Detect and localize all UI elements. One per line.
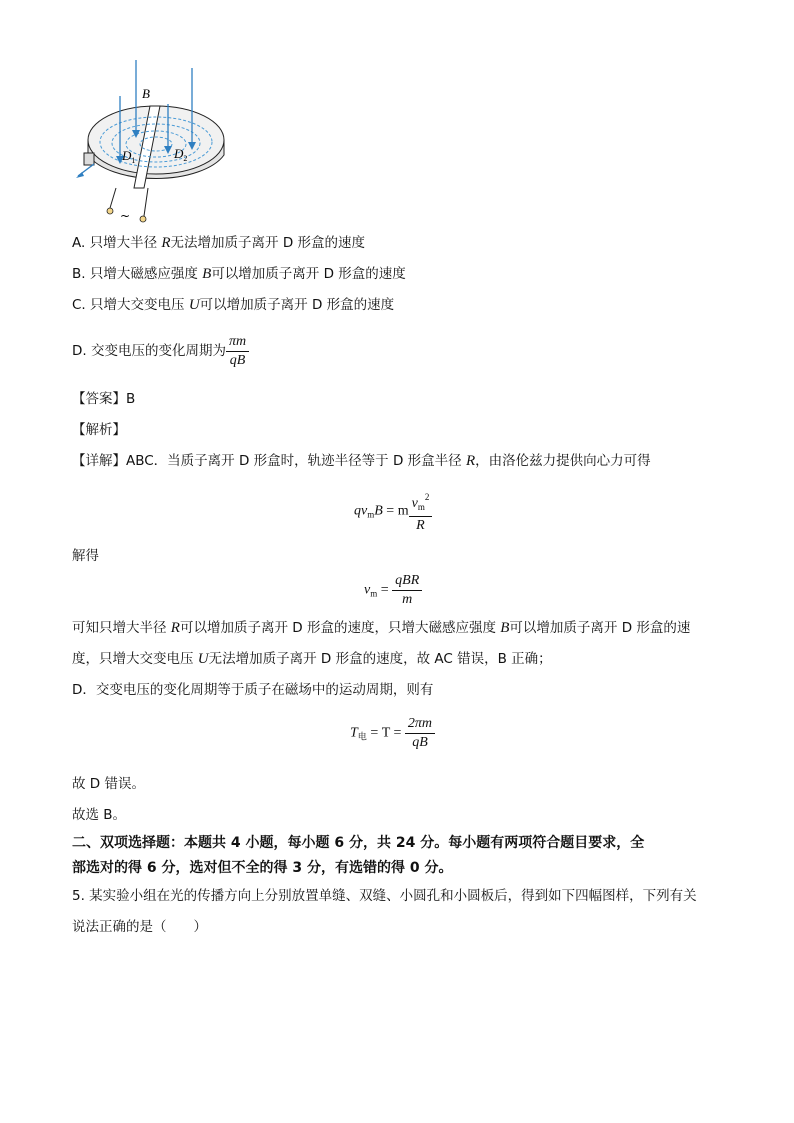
question-5-line-1: 5. 某实验小组在光的传播方向上分别放置单缝、双缝、小圆孔和小圆板后，得到如下四幅图样，下列有关 xyxy=(72,888,697,904)
label-d1: $D_1$ xyxy=(122,148,136,165)
eq3-equals: = T = xyxy=(366,725,405,741)
eq2-den: m xyxy=(402,592,413,607)
conclusion-text-b: 可以增加质子离开 D 形盒的速度，只增大磁感应强度 xyxy=(179,620,501,636)
detail-var-r: R xyxy=(465,453,476,469)
d-wrong: 故 D 错误。 xyxy=(72,776,145,792)
option-b xyxy=(72,264,406,284)
eq1-num xyxy=(409,488,433,517)
choose-answer: 故选 B。 xyxy=(72,807,127,823)
detail-line-1 xyxy=(72,451,651,471)
lead-right xyxy=(144,188,148,216)
terminal-right xyxy=(140,216,146,222)
eq1-left: qv xyxy=(354,503,368,519)
exit-bar xyxy=(84,153,94,165)
option-d-prefix: D. 交变电压的变化周期为 xyxy=(72,343,226,359)
option-d xyxy=(72,332,249,370)
equation-3 xyxy=(350,715,435,752)
d-explanation: D．交变电压的变化周期等于质子在磁场中的运动周期，则有 xyxy=(72,682,434,698)
conclusion-text-d: 度，只增大交变电压 xyxy=(72,651,198,667)
section-heading-line-1: 二、双项选择题：本题共 4 小题，每小题 6 分，共 24 分。每小题有两项符合题目要求，全 xyxy=(72,835,645,851)
conclusion-var-b: B xyxy=(500,620,510,636)
eq3-t-sub: 电 xyxy=(357,731,367,742)
conclusion-var-r: R xyxy=(170,620,180,636)
option-b-suffix: 可以增加质子离开 D 形盒的速度 xyxy=(211,266,406,282)
eq1-num-sub: m xyxy=(417,502,425,512)
detail-text-a: 【详解】ABC．当质子离开 D 形盒时，轨迹半径等于 D 形盒半径 xyxy=(72,453,466,469)
conclusion-var-u: U xyxy=(197,651,209,667)
eq1-num-sup: 2 xyxy=(424,492,430,502)
eq2-fraction xyxy=(392,572,422,609)
conclusion-text-a: 可知只增大半径 xyxy=(72,620,171,636)
eq2-v-sub: m xyxy=(370,588,378,599)
analysis-title: 【解析】 xyxy=(72,422,126,438)
option-c-prefix: C. 只增大交变电压 xyxy=(72,297,189,313)
solve-label: 解得 xyxy=(72,548,99,564)
label-b: B xyxy=(142,86,150,101)
option-c-var: U xyxy=(188,297,200,313)
ac-symbol: ~ xyxy=(120,209,131,223)
eq1-fraction xyxy=(409,488,433,535)
detail-text-b: ，由洛伦兹力提供向心力可得 xyxy=(475,453,651,469)
option-d-num: πm xyxy=(226,333,249,352)
option-c-suffix: 可以增加质子离开 D 形盒的速度 xyxy=(199,297,395,313)
eq1-left-sub: m xyxy=(367,509,375,520)
option-b-var: B xyxy=(202,266,212,282)
terminal-left xyxy=(107,208,113,214)
label-d2: $D_2$ xyxy=(174,146,188,163)
eq3-t: T xyxy=(350,725,358,741)
conclusion-text-e: 无法增加质子离开 D 形盒的速度，故 AC 错误，B 正确； xyxy=(208,651,552,667)
eq2-v: v xyxy=(364,582,371,598)
eq1-num-v: v xyxy=(411,496,418,511)
conclusion-line-1 xyxy=(72,618,690,638)
answer: 【答案】B xyxy=(72,391,136,407)
eq2-equals: = xyxy=(377,582,393,598)
eq3-den: qB xyxy=(412,735,428,750)
eq3-num: 2πm xyxy=(405,715,435,734)
option-a-suffix: 无法增加质子离开 D 形盒的速度 xyxy=(170,235,366,251)
option-a-var: R xyxy=(161,235,171,251)
conclusion-text-c: 可以增加质子离开 D 形盒的速 xyxy=(509,620,691,636)
option-b-prefix: B. 只增大磁感应强度 xyxy=(72,266,203,282)
section-heading-line-2: 部选对的得 6 分，选对但不全的得 3 分，有选错的得 0 分。 xyxy=(72,860,453,876)
eq1-equals: = m xyxy=(382,503,409,519)
eq1-den: R xyxy=(416,518,425,533)
option-a-prefix: A. 只增大半径 xyxy=(72,235,162,251)
option-a xyxy=(72,233,365,253)
eq2-num: qBR xyxy=(392,572,422,591)
conclusion-line-2 xyxy=(72,649,552,669)
equation-2 xyxy=(364,572,422,609)
lead-left xyxy=(110,188,116,208)
option-c xyxy=(72,295,394,315)
option-d-den: qB xyxy=(229,352,246,368)
cyclotron-diagram xyxy=(72,60,232,225)
option-d-fraction xyxy=(226,333,249,370)
eq1-left-b: B xyxy=(374,503,383,519)
equation-1 xyxy=(354,488,432,535)
question-5-line-2: 说法正确的是（ ） xyxy=(72,919,207,935)
eq3-fraction xyxy=(405,715,435,752)
